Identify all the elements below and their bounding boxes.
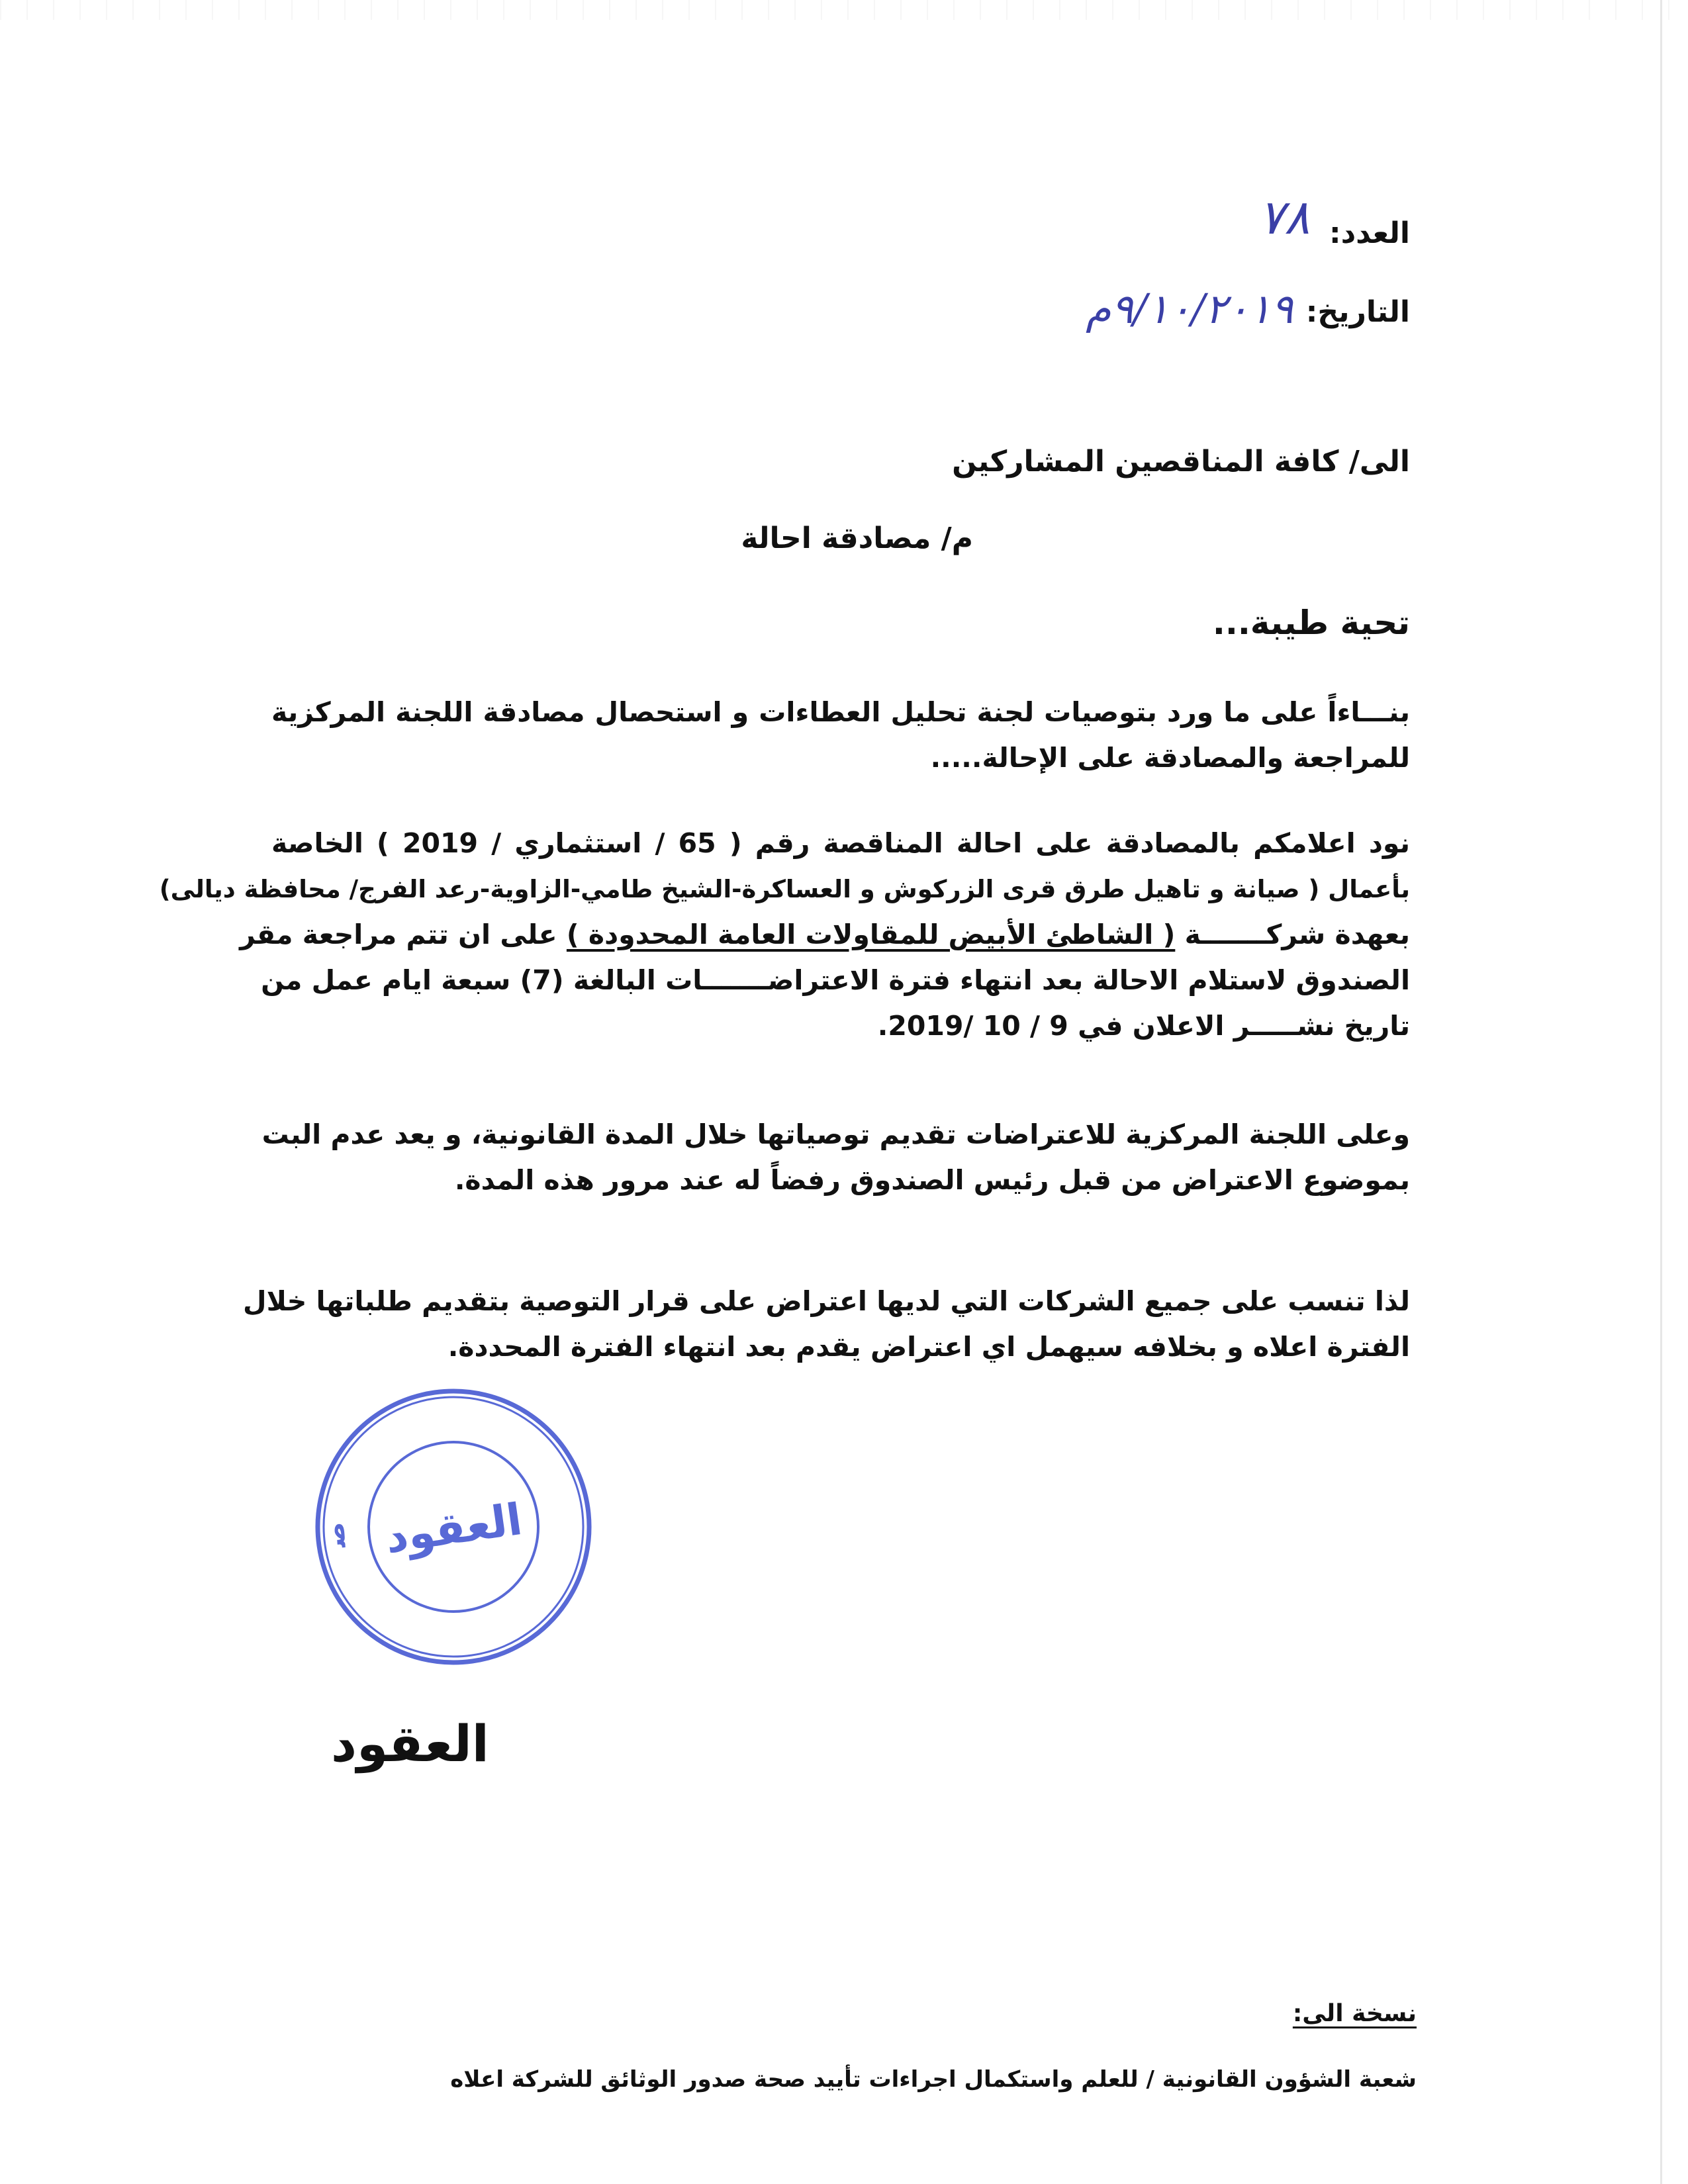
date-value: ٩/١٠/٢٠١٩م xyxy=(1086,285,1293,333)
stamp-ring-text: صندوق xyxy=(320,1521,352,1549)
paragraph-4 xyxy=(243,1279,1410,1370)
official-stamp xyxy=(311,1385,596,1669)
copy-to-recipient: شعبة الشؤون القانونية / للعلم واستكمال اجراءات تأييد صحة صدور الوثائق للشركة اعلاه xyxy=(450,2066,1417,2093)
company-prefix: بعهدة شركـــــــة xyxy=(1184,919,1410,950)
paragraph-2-line-5: تاريخ نشـــــر الاعلان في 9 / 10 /2019. xyxy=(877,1010,1410,1042)
number-value: ٧٨ xyxy=(1258,189,1310,245)
document-date xyxy=(1086,283,1410,332)
scan-artifact xyxy=(0,0,1688,20)
paragraph-4-line-2: الفترة اعلاه و بخلافه سيهمل اي اعتراض يقدم بعد انتهاء الفترة المحددة. xyxy=(447,1331,1410,1363)
company-suffix: على ان تتم مراجعة مقر xyxy=(240,919,557,950)
paragraph-1-line-2: للمراجعة والمصادقة على الإحالة..... xyxy=(930,742,1410,774)
paragraph-4-line-1: لذا تنسب على جميع الشركات التي لديها اعتراض على قرار التوصية بتقديم طلباتها خلال xyxy=(243,1285,1410,1317)
signature-department: العقود xyxy=(331,1714,489,1773)
scan-edge xyxy=(1660,0,1662,2184)
recipient: الى/ كافة المناقصين المشاركين xyxy=(952,445,1410,478)
paragraph-2-line-4: الصندوق لاستلام الاحالة بعد انتهاء فترة الاعتراضـــــــات البالغة (7) سبعة ايام عمل من xyxy=(261,964,1410,996)
subject: م/ مصادقة احالة xyxy=(741,522,973,555)
paragraph-3-line-2: بموضوع الاعتراض من قبل رئيس الصندوق رفضاً له عند مرور هذه المدة. xyxy=(454,1164,1410,1196)
greeting: تحية طيبة... xyxy=(1212,604,1410,642)
document-number xyxy=(1258,189,1410,254)
paragraph-3 xyxy=(261,1112,1410,1203)
copy-to-label: نسخة الى: xyxy=(1292,2000,1417,2027)
date-label: التاريخ: xyxy=(1305,295,1410,329)
company-name: ( الشاطئ الأبيض للمقاولات العامة المحدودة ) xyxy=(566,919,1176,950)
stamp-center-text: العقود xyxy=(382,1493,526,1564)
paragraph-1-line-1: بنـــاءاً على ما ورد بتوصيات لجنة تحليل العطاءات و استحصال مصادقة اللجنة المركزية xyxy=(271,696,1410,728)
paragraph-3-line-1: وعلى اللجنة المركزية للاعتراضات تقديم توصياتها خلال المدة القانونية، و يعد عدم البت xyxy=(261,1118,1410,1150)
paragraph-1 xyxy=(271,690,1410,781)
paragraph-2-line-2: بأعمال ( صيانة و تاهيل طرق قرى الزركوش و العساكرة-الشيخ طامي-الزاوية-رعد الفرج/ محافظة ديالى) xyxy=(159,875,1410,903)
number-label: العدد: xyxy=(1329,216,1410,250)
paragraph-2 xyxy=(159,821,1410,1049)
paragraph-2-line-3 xyxy=(240,912,1410,958)
paragraph-2-line-1: نود اعلامكم بالمصادقة على احالة المناقصة رقم ( 65 / استثماري / 2019 ) الخاصة xyxy=(271,827,1410,859)
